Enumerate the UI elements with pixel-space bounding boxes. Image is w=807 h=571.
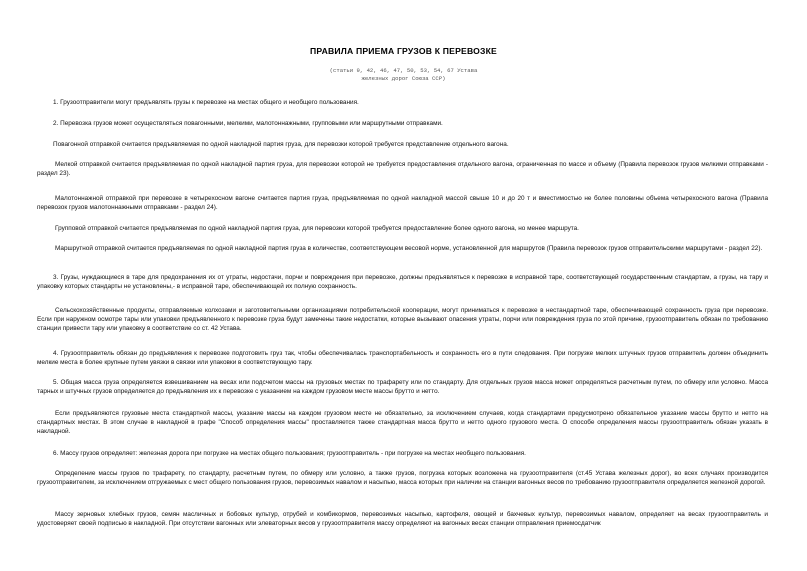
paragraph-grain-cargo: Массу зерновых хлебных грузов, семян масличных и бобовых культур, отрубей и комбикормов, перевозимых насыпью, картофеля, овощей и бахчевых культур, перевозимых навалом, определяет на весах грузоотправитель и удостоверяет своей подписью в накладной. При отсутствии вагонных или элеваторных весов у грузоотправителя массу определяют на вагонных весах станции отправления приемосдатчик	[37, 511, 768, 528]
document-title: ПРАВИЛА ПРИЕМА ГРУЗОВ К ПЕРЕВОЗКЕ	[310, 46, 497, 56]
document-subtitle-line1: (статьи 9, 42, 46, 47, 50, 53, 54, 67 Устава	[329, 67, 478, 74]
paragraph-5: 5. Общая масса груза определяется взвешиванием на весах или подсчетом массы на грузовых местах по трафарету или по стандарту. Для отдельных грузов масса может определяться расчетным путем, по обмеру или условно. Масса тарных и штучных грузов определяется до предъявления их к перевозке с указанием на каждом грузовом месте массы брутто и нетто.	[37, 379, 768, 396]
paragraph-group-shipment: Групповой отправкой считается предъявляемая по одной накладной партия груза, для перевозки которой требуется предоставление более одного вагона, но менее маршрута.	[55, 225, 579, 232]
paragraph-6: 6. Массу грузов определяет: железная дорога при погрузке на местах общего пользования; грузоотправитель - при погрузке на местах необщего пользования.	[53, 450, 526, 457]
paragraph-mass-determination: Определение массы грузов по трафарету, по стандарту, расчетным путем, по обмеру или условно, а также грузов, погрузка которых возложена на грузоотправителя (ст.45 Устава железных дорог), во всех случаях производится грузоотправителем, за исключением отгружаемых с мест общего пользования грузов, перевозимых навалом и насыпью, масса которых при наличии на станции вагонных весов по требованию грузоотправителя определяется железной дорогой.	[37, 470, 768, 487]
paragraph-standard-mass: Если предъявляются грузовые места стандартной массы, указание массы на каждом грузовом месте не обязательно, за исключением случаев, когда стандартами предусмотрено обязательное указание массы брутто и нетто на стандартных местах. В этом случае в накладной в графе "Способ определения массы" проставляется также стандартная масса брутто и нетто одного грузового места. О способе определения массы грузоотправитель обязан указать в накладной.	[37, 410, 768, 436]
paragraph-wagon-shipment: Повагонной отправкой считается предъявляемая по одной накладной партия груза, для перевозки которой требуется представление отдельного вагона.	[53, 141, 509, 148]
paragraph-agricultural-products: Сельскохозяйственные продукты, отправляемые колхозами и заготовительными организациями потребительской кооперации, могут приниматься к перевозке в нестандартной таре, обеспечивающей сохранность груза при перевозке. Если при наружном осмотре тары или упаковки предъявленного к перевозке груза будут замечены такие недостатки, которые вызывают опасения утраты, порчи или повреждения груза по этой причине, грузоотправитель обязан по требованию станции привести тару или упаковку в соответствие со ст. 42 Устава.	[37, 307, 768, 333]
paragraph-3: 3. Грузы, нуждающиеся в таре для предохранения их от утраты, недостачи, порчи и повреждения при перевозке, должны предъявляться к перевозке в исправной таре, соответствующей государственным стандартам, а грузы, на тару и упаковку которых стандарты не установлены,- в исправной таре, обеспечивающей их полную сохранность.	[37, 274, 768, 291]
document-subtitle-line2: железных дорог Союза ССР)	[361, 75, 446, 82]
paragraph-small-shipment: Мелкой отправкой считается предъявляемая по одной накладной партия груза, для перевозки которой не требуется предоставления отдельного вагона, ограниченная по массе и объему (Правила перевозок грузов мелкими отправками - раздел 23).	[37, 161, 768, 178]
paragraph-low-tonnage-shipment: Малотоннажной отправкой при перевозке в четырехосном вагоне считается партия груза, предъявляемая по одной накладной массой свыше 10 и до 20 т и вместимостью не более половины объема четырехосного вагона (Правила перевозок грузов малотоннажными отправками - раздел 24).	[37, 195, 768, 212]
paragraph-4: 4. Грузоотправитель обязан до предъявления к перевозке подготовить груз так, чтобы обеспечивалась транспортабельность и сохранность его в пути следования. При погрузке мелких штучных грузов отправитель должен объединить мелкие места в более крупные путем увязки в связки или упаковки в соответствующую тару.	[37, 350, 768, 367]
paragraph-2: 2. Перевозка грузов может осуществляться повагонными, мелкими, малотоннажными, групповыми или маршрутными отправками.	[53, 120, 443, 127]
paragraph-1: 1. Грузоотправители могут предъявлять грузы к перевозке на местах общего и необщего пользования.	[53, 99, 359, 106]
paragraph-route-shipment: Маршрутной отправкой считается предъявляемая по одной накладной партия груза в количестве, соответствующем весовой норме, установленной для маршрутов (Правила перевозок грузов отправительскими маршрутами - раздел 22).	[55, 245, 763, 252]
